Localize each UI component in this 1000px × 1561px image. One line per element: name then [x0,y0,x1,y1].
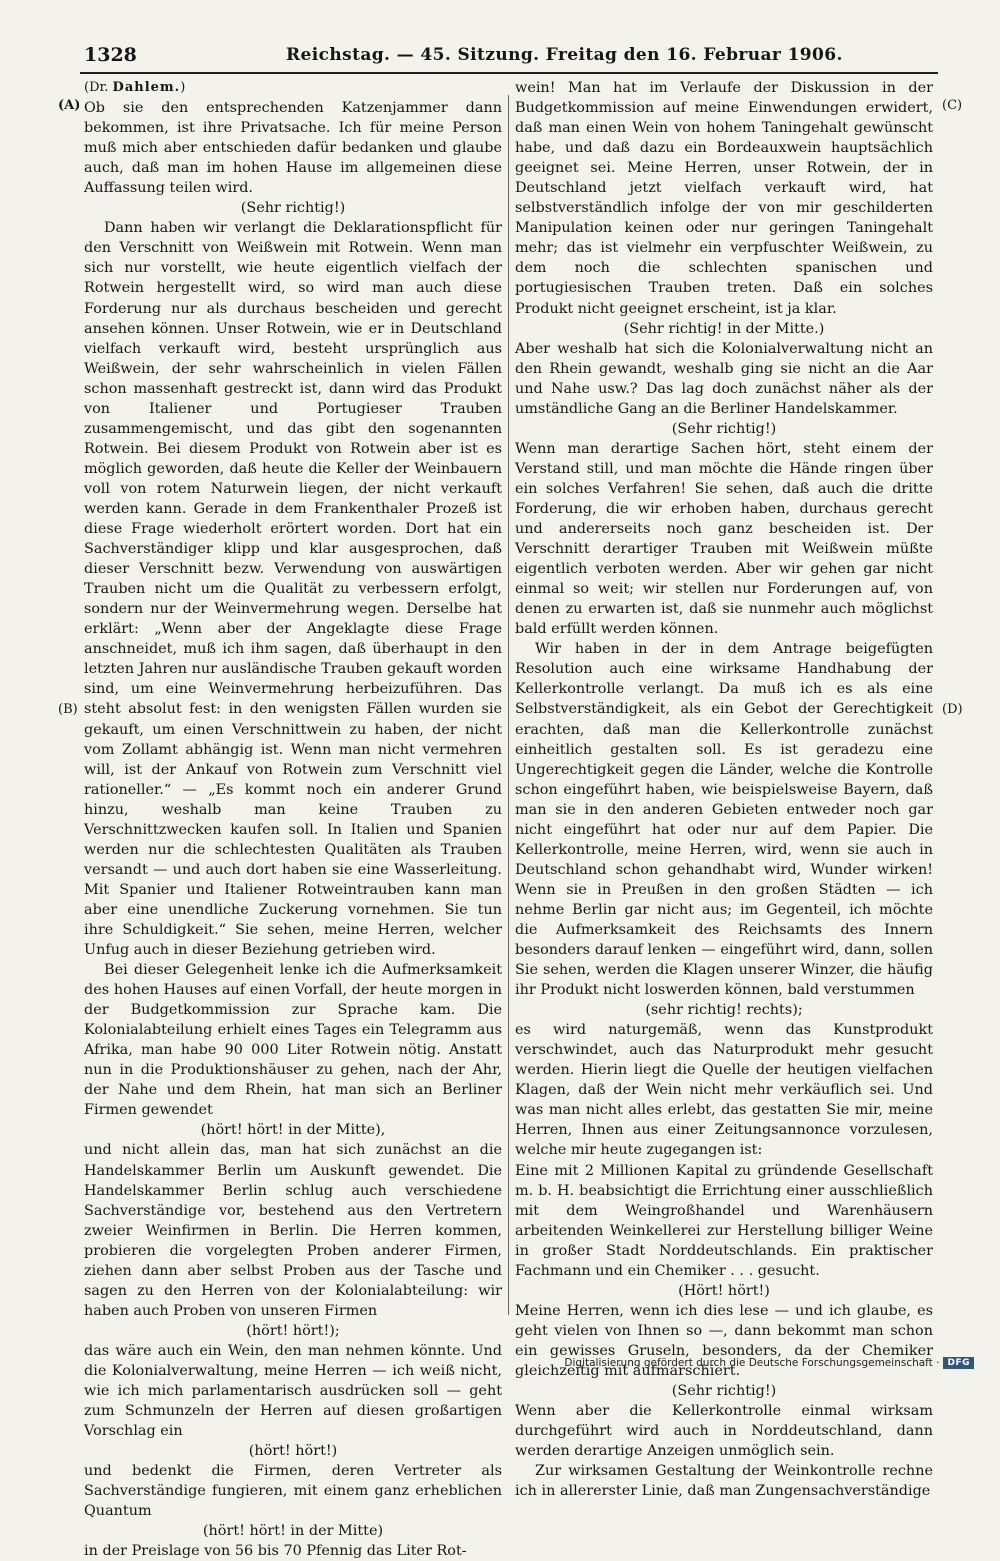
right-column-text [515,78,933,1501]
margin-marker-a: (A) [58,98,81,113]
paragraph: in der Preislage von 56 bis 70 Pfennig das Liter Rot- [84,1543,467,1560]
page-header [76,44,936,70]
paragraph: Aber weshalb hat sich die Kolonialverwaltung nicht an den Rhein gewandt, weshalb ging sie nicht an die Aar und Nahe usw.? Das lag doch zunächst näher als der umständliche Gang an die Berliner Handelskammer. [515,340,933,417]
margin-marker-c: (C) [942,98,963,113]
header-rule [80,72,938,74]
left-column [84,78,502,1561]
paragraph: Bei dieser Gelegenheit lenke ich die Aufmerksamkeit des hohen Hauses auf einen Vorfall, der heute morgen in der Budgetkommission zur Sprache kam. Die Kolonialabteilung erhielt eines Tages ein Telegramm aus Afrika, man habe 90 000 Liter Rotwein nötig. Anstatt nun in die Produktionshäuser zu gehen, nach der Ahr, der Nahe und dem Rhein, hat man sich an Berliner Firmen gewendet [84,962,502,1119]
interjection: (Sehr richtig!) [240,200,346,217]
paragraph: Wenn man derartige Sachen hört, steht einem der Verstand still, und man möchte die Hände ringen über ein solches Verfahren! Sie sehen, daß auch die dritte Forderung, die wir erhoben haben, durchaus gerecht und andererseits noch ganz bescheiden ist. Der Verschnitt derartiger Trauben mit Weißwein müßte eigentlich verboten werden. Aber wir gehen gar nicht einmal so weit; wir stellen nur Forderungen auf, von denen zu erwarten ist, daß sie nunmehr auch möglichst bald erfüllt werden können. [515,440,933,638]
interjection: (Hört! hört!) [678,1282,770,1299]
interjection: (Sehr richtig!) [671,1383,777,1400]
paragraph: und bedenkt die Firmen, deren Vertreter als Sachverständige fungieren, mit einem ganz erheblichen Quantum [84,1463,502,1520]
interjection: (Sehr richtig!) [671,420,777,437]
speaker-line [84,78,502,98]
left-column-text [84,98,502,1561]
paragraph: Wir haben in der in dem Antrage beigefügten Resolution auch eine wirksame Handhabung der Kellerkontrolle verlangt. Da muß ich es als eine Selbstverständigkeit, als ein Gebot der Gerechtigkeit erachten, daß man die Kellerkontrolle zunächst einheitlich gestalten soll. Es ist geradezu eine Ungerechtigkeit gegen die Länder, welche die Kontrolle schon eingeführt haben, wie beispielsweise Bayern, daß man sie in den anderen Gebieten entweder noch gar nicht eingeführt hat oder nur auf dem Papier. Die Kellerkontrolle, meine Herren, wird, wenn sie auch in Deutschland schon gehandhabt wird, Wunder wirken! Wenn sie in Preußen in den großen Städten — ich nehme Berlin gar nicht aus; im Gegenteil, ich möchte die Aufmerksamkeit des Reichsamts des Innern besonders darauf lenken — eingeführt wird, dann, sollen Sie sehen, werden die Klagen unserer Winzer, die häufig ihr Produkt nicht loswerden können, bald verstummen [515,641,933,999]
paragraph: Ob sie den entsprechenden Katzenjammer dann bekommen, ist ihre Privatsache. Ich für meine Person muß mich aber entschieden dafür bedanken und glaube auch, daß man im hohen Hause im allgemeinen diese Auffassung teilen wird. [84,100,502,197]
interjection: (hört! hört!); [246,1322,340,1339]
footer [564,1357,974,1369]
interjection: (Sehr richtig! in der Mitte.) [623,320,825,337]
interjection: (hört! hört!) [248,1443,338,1460]
paragraph: wein! Man hat im Verlaufe der Diskussion in der Budgetkommission auf meine Einwendungen erwidert, daß man einen Wein von hohem Taningehalt gewünscht habe, und daß dazu ein Bordeauxwein hauptsächlich geeignet sei. Meine Herren, unser Rotwein, der in Deutschland jetzt vielfach verkauft wird, hat selbstverständlich infolge der von mir geschilderten Manipulation keinen oder nur geringen Taningehalt mehr; das ist vielmehr ein verpfuschter Weißwein, zu dem noch die schlechten spanischen und portugiesischen Trauben treten. Daß ein solches Produkt nicht geeignet erscheint, ist ja klar. [515,80,933,317]
speaker-suffix: ) [180,80,186,95]
paragraph: Dann haben wir verlangt die Deklarationspflicht für den Verschnitt von Weißwein mit Rotwein. Wenn man sich nur vorstellt, wie heute eigentlich vielfach der Rotwein hergestellt wird, so wird man auch diese Forderung nur als durchaus bescheiden und gerecht ansehen können. Unser Rotwein, wie er in Deutschland vielfach verkauft wird, besteht ursprünglich aus Weißwein, der sehr wahrscheinlich in vielen Fällen schon massenhaft gestreckt ist, dann wird das Produkt von Italiener und Portugieser Trauben zusammengemischt, und das gibt den sogenannten Rotwein. Bei diesem Produkt von Rotwein aber ist es möglich geworden, daß heute die Keller der Weinbauern voll von rotem Naturwein liegen, der nicht verkauft werden kann. Gerade in dem Frankenthaler Prozeß ist diese Frage wiederholt erörtert worden. Dort hat ein Sachverständiger klipp und klar ausgesprochen, daß dieser Verschnitt bezw. Verwendung von auswärtigen Trauben nicht um die Qualität zu verbessern erfolgt, sondern nur der Weinvermehrung wegen. Derselbe hat erklärt: „Wenn aber der Angeklagte diese Frage anschneidet, muß ich ihm sagen, daß überhaupt in den letzten Jahren nur ausländische Trauben gekauft worden sind, um eine Weinvermehrung herbeizuführen. Das steht absolut fest: in den wenigsten Fällen wurden sie gekauft, um einen Verschnittwein zu haben, der nicht vom Zollamt abhängig ist. Wenn man nicht vermehren will, ist der Ankauf von Rotwein zum Verschnitt viel rationeller.“ — „Es kommt noch ein anderer Grund hinzu, weshalb man keine Trauben zu Verschnittzwecken kaufen soll. In Italien und Spanien werden nur die schlechtesten Qualitäten als Trauben versandt — und auch dort haben sie eine Wasserleitung. Mit Spanier und Italiener Rotweintrauben kann man aber eine unendliche Zuckerung vornehmen. Sie tun ihre Schuldigkeit.“ Sie sehen, meine Herren, welcher Unfug auch in dieser Beziehung getrieben wird. [84,220,502,959]
speaker-name: Dahlem. [112,80,181,95]
margin-marker-d: (D) [942,702,963,717]
paragraph: Zur wirksamen Gestaltung der Weinkontrolle rechne ich in allererster Linie, daß man Zungensachverständige [515,1463,933,1500]
page-number: 1328 [84,44,137,66]
paragraph: das wäre auch ein Wein, den man nehmen könnte. Und die Kolonialverwaltung, meine Herren — ich weiß nicht, wie ich mich parlamentarisch ausdrücken soll — geht zum Schmunzeln der Herren auf diesen großartigen Vorschlag ein [84,1342,502,1440]
quoted-advertisement: Eine mit 2 Millionen Kapital zu gründende Gesellschaft m. b. H. beabsichtigt die Errichtung einer ausschließlich mit dem Weingroßhandel und Warenhäusern arbeitenden Weinkellerei zur Herstellung billiger Weine in großer Stadt Norddeutschlands. Ein praktischer Fachmann und ein Chemiker . . . gesucht. [515,1162,933,1279]
paragraph: Meine Herren, wenn ich dies lese — und ich glaube, es geht vielen von Ihnen so —, dann bekommt man schon ein gewisses Gruseln, besonders, da der Chemiker gleichzeitig mit aufmarschiert. [515,1302,933,1379]
interjection: (hört! hört! in der Mitte), [200,1122,386,1139]
column-divider [508,95,509,1315]
interjection: (sehr richtig! rechts); [645,1002,803,1019]
footer-credit: Digitalisierung gefördert durch die Deutsche Forschungsgemeinschaft · [564,1357,940,1369]
paragraph: Wenn aber die Kellerkontrolle einmal wirksam durchgeführt wird auch in Norddeutschland, dann werden derartige Anzeigen unmöglich sein. [515,1403,933,1460]
right-column [515,78,933,1501]
margin-marker-b: (B) [58,702,78,717]
paragraph: und nicht allein das, man hat sich zunächst an die Handelskammer Berlin um Auskunft gewendet. Die Handelskammer Berlin schlug auch verschiedene Sachverständige vor, bestehend aus den Vertretern zweier Weinfirmen in Berlin. Die Herren kommen, probieren die vorgelegten Proben anderer Firmen, ziehen dann aber selbst Proben aus der Tasche und sagen zu den Herren von der Kolonialabteilung: wir haben auch Proben von unseren Firmen [84,1142,502,1319]
speaker-prefix: (Dr. [84,80,113,95]
paragraph: es wird naturgemäß, wenn das Kunstprodukt verschwindet, auch das Naturprodukt mehr gesucht werden. Hierin liegt die Quelle der heutigen vielfachen Klagen, daß der Wein nicht mehr verkäuflich sei. Und was man nicht alles erlebt, das gestatten Sie mir, meine Herren, Ihnen aus einer Zeitungsannonce vorzulesen, welche mir heute zugegangen ist: [515,1022,933,1159]
running-head: Reichstag. — 45. Sitzung. Freitag den 16. Februar 1906. [286,45,843,65]
interjection: (hört! hört! in der Mitte) [202,1523,384,1540]
dfg-logo: DFG [943,1357,974,1369]
